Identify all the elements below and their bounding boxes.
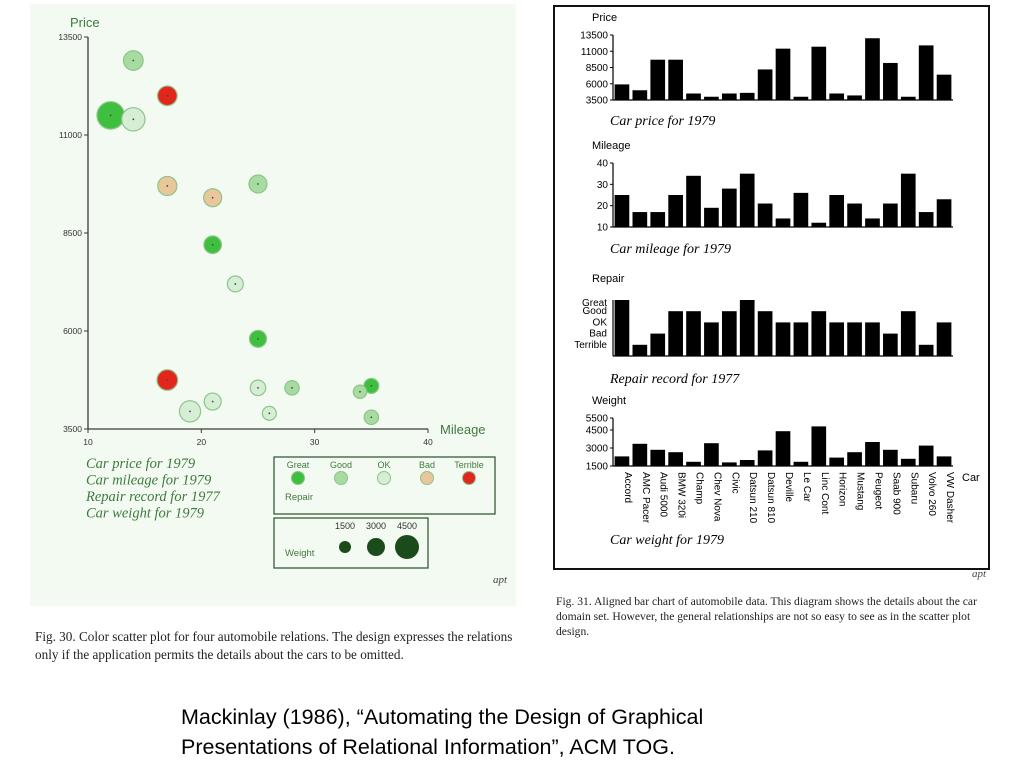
bar-chart-caption: Car weight for 1979 <box>610 533 724 548</box>
y-tick-label: 13500 <box>58 32 82 42</box>
bar-y-tick-label: Good <box>582 306 607 318</box>
bar <box>811 311 826 356</box>
x-axis-title: Car <box>962 472 980 484</box>
category-label: BMW 320i <box>675 472 687 519</box>
bar-y-tick-label: OK <box>592 317 607 329</box>
bar <box>668 60 683 100</box>
citation <box>181 702 881 762</box>
figure-31-caption: Fig. 31. Aligned bar chart of automobile data. This diagram shows the details about the car domain set. However, the general relationships are not so easy to see as in the scatter plot design. <box>556 595 977 638</box>
bar-chart-caption: Car mileage for 1979 <box>610 242 731 257</box>
bar-y-tick-label: 10 <box>596 222 608 234</box>
category-label: Linc Cont <box>818 472 830 515</box>
category-label: Volvo 260 <box>926 472 938 516</box>
bar <box>686 311 701 356</box>
bar <box>794 97 809 100</box>
bar <box>615 456 630 466</box>
bar <box>847 452 862 466</box>
bar <box>847 322 862 356</box>
bar <box>668 195 683 227</box>
repair-level-label: Bad <box>418 460 436 470</box>
bar <box>686 94 701 101</box>
bar <box>668 311 683 356</box>
bar-y-tick-label: 3000 <box>585 443 608 455</box>
bar <box>883 204 898 227</box>
category-label: Peugeot <box>872 472 884 510</box>
bar <box>704 443 719 466</box>
bar-y-tick-label: 6000 <box>585 79 608 91</box>
legend-line: Car mileage for 1979 <box>86 472 212 489</box>
bar <box>722 94 737 101</box>
bar-y-tick-label: 3500 <box>585 95 608 107</box>
bar-y-tick-label: Great <box>581 298 607 309</box>
figure-30-caption: Fig. 30. Color scatter plot for four automobile relations. The design expresses the relations only if the application permits the details about the cars to be omitted. <box>35 629 513 662</box>
category-label: Subaru <box>908 472 920 505</box>
bar <box>740 300 755 356</box>
bar <box>650 212 665 227</box>
repair-level-label: Good <box>329 460 353 470</box>
x-tick-label: 40 <box>423 437 433 447</box>
bar <box>704 208 719 227</box>
category-label: Civic <box>729 472 741 494</box>
bar <box>615 84 630 100</box>
bar <box>847 204 862 227</box>
bar <box>633 90 648 100</box>
bar <box>722 462 737 466</box>
bar <box>901 97 916 100</box>
bar <box>776 49 791 100</box>
bar <box>722 311 737 356</box>
bar <box>937 75 952 100</box>
bar <box>919 446 934 466</box>
bar <box>811 223 826 227</box>
bar-y-title: Price <box>592 12 618 24</box>
bar <box>901 174 916 227</box>
x-axis-title: Mileage <box>440 422 486 437</box>
bar <box>937 456 952 466</box>
y-tick-label: 8500 <box>63 228 82 238</box>
bar <box>919 45 934 100</box>
bar-chart-caption: Repair record for 1977 <box>610 372 740 387</box>
x-tick-label: 10 <box>83 437 93 447</box>
bar-y-title: Mileage <box>592 140 631 152</box>
y-tick-label: 11000 <box>58 130 82 140</box>
bar <box>776 218 791 227</box>
citation-line-1: Mackinlay (1986), “Automating the Design of Graphical <box>181 705 704 729</box>
repair-level-label: OK <box>377 460 391 470</box>
weight-level-label: 1500 <box>334 521 356 531</box>
bar <box>650 450 665 466</box>
bar <box>776 431 791 466</box>
bar-y-tick-label: 1500 <box>585 461 608 473</box>
category-label: Accord <box>621 472 633 504</box>
bar <box>865 442 880 466</box>
bar-y-tick-label: 8500 <box>585 63 608 74</box>
category-label: Champ <box>693 472 705 505</box>
bar <box>722 189 737 227</box>
bar <box>615 195 630 227</box>
bar <box>829 458 844 466</box>
bar <box>758 204 773 227</box>
category-label: Saab 900 <box>890 472 902 515</box>
category-label: Mustang <box>854 472 866 511</box>
bar <box>865 38 880 100</box>
bar <box>668 452 683 466</box>
weight-level-label: 4500 <box>396 521 418 531</box>
bar <box>686 462 701 466</box>
category-label: Datsun 210 <box>747 472 759 524</box>
bar <box>615 300 630 356</box>
repair-level-label: Great <box>286 460 310 470</box>
bar-y-tick-label: 5500 <box>585 413 608 425</box>
x-tick-label: 20 <box>196 437 207 447</box>
bar <box>811 47 826 100</box>
bar <box>633 444 648 466</box>
category-label: Le Car <box>800 472 812 503</box>
bar <box>776 322 791 356</box>
bar <box>633 212 648 227</box>
category-label: Horizon <box>836 472 848 507</box>
category-label: VW Dasher <box>944 472 956 524</box>
category-label: Deville <box>783 472 794 503</box>
bar <box>901 311 916 356</box>
bar <box>740 460 755 466</box>
bar <box>794 462 809 466</box>
weight-legend-title: Weight <box>285 548 315 559</box>
bar-y-tick-label: 13500 <box>580 30 608 42</box>
bar <box>794 322 809 356</box>
bar <box>883 334 898 356</box>
y-tick-label: 3500 <box>63 424 82 434</box>
bar-y-tick-label: Terrible <box>574 339 607 351</box>
bar <box>758 450 773 466</box>
bar <box>740 93 755 100</box>
bar-y-title: Weight <box>592 395 627 407</box>
bar <box>633 345 648 356</box>
scatter-apt-mark: apt <box>493 574 508 586</box>
bar <box>919 212 934 227</box>
repair-legend-title: Repair <box>285 492 313 503</box>
bar <box>883 450 898 466</box>
bar <box>901 459 916 466</box>
x-tick-label: 30 <box>309 437 320 447</box>
bar <box>937 322 952 356</box>
bar <box>794 193 809 227</box>
bar <box>758 311 773 356</box>
bar-apt-mark: apt <box>972 568 987 580</box>
bar-y-tick-label: 40 <box>596 158 608 170</box>
category-label: Datsun 810 <box>765 472 777 524</box>
bar <box>829 94 844 101</box>
legend-line: Repair record for 1977 <box>86 489 220 505</box>
citation-line-2: Presentations of Relational Information”, ACM TOG. <box>181 735 675 759</box>
bar <box>758 69 773 100</box>
bar <box>883 63 898 100</box>
bar <box>937 199 952 227</box>
bar <box>704 97 719 100</box>
bar-y-tick-label: Bad <box>589 328 607 340</box>
category-label: Audi 5000 <box>657 472 669 518</box>
bar-y-tick-label: 20 <box>596 201 608 213</box>
bar <box>847 95 862 100</box>
bar-y-tick-label: 4500 <box>585 425 608 437</box>
bar-y-tick-label: 30 <box>596 179 608 191</box>
y-axis-title: Price <box>70 15 100 30</box>
bar <box>829 322 844 356</box>
category-label: AMC Pacer <box>639 472 651 524</box>
legend-line: Car price for 1979 <box>86 456 196 472</box>
bar-y-tick-label: 11000 <box>580 46 608 58</box>
bar <box>919 345 934 356</box>
bar <box>740 174 755 227</box>
bar <box>650 334 665 356</box>
bar <box>865 322 880 356</box>
bar <box>704 322 719 356</box>
category-label: Chev Nova <box>711 472 723 522</box>
bar <box>829 195 844 227</box>
bar <box>686 176 701 227</box>
y-tick-label: 6000 <box>63 326 82 336</box>
bar-chart-caption: Car price for 1979 <box>610 114 716 129</box>
legend-line: Car weight for 1979 <box>86 505 205 522</box>
repair-level-label: Terrible <box>454 460 484 470</box>
bar <box>650 60 665 100</box>
bar <box>811 426 826 466</box>
bar-y-title: Repair <box>592 273 625 285</box>
bar <box>865 218 880 227</box>
weight-level-label: 3000 <box>365 521 387 531</box>
